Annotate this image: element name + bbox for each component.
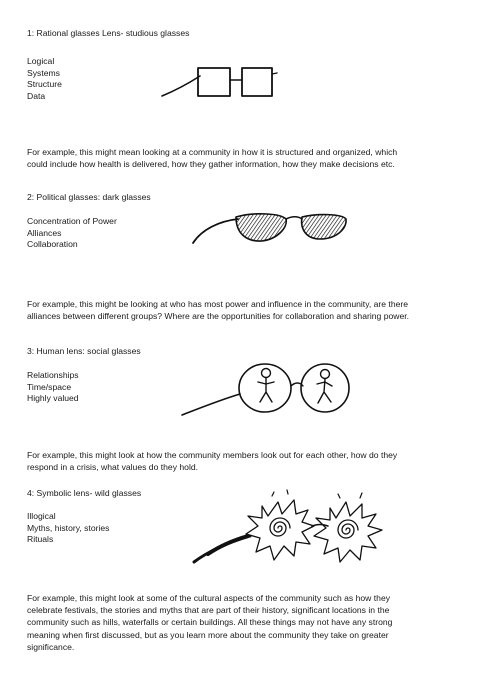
paragraph-line: meaning when first discussed, but as you learn more about the community they take on greater <box>27 629 389 640</box>
section-1-heading: 1: Rational glasses Lens- studious glasses <box>27 28 190 38</box>
paragraph-line: celebrate festivals, the stories and myths that are part of their history, significant locations in the <box>27 605 390 616</box>
section-2-paragraph <box>27 298 467 322</box>
rectangular-glasses-icon <box>160 60 280 110</box>
spiral-glasses-icon <box>190 490 390 580</box>
paragraph-line: For example, this might look at how the community members look out for each other, how do they <box>27 450 398 460</box>
dark-sunglasses-icon <box>190 205 350 255</box>
paragraph-line: For example, this might look at some of the cultural aspects of the community such as how they <box>27 593 391 603</box>
section-2-list <box>27 216 117 251</box>
section-3-list <box>27 370 79 405</box>
paragraph-line: respond in a crisis, what values do they hold. <box>27 462 199 473</box>
list-item: Myths, history, stories <box>27 522 110 533</box>
list-item: Data <box>27 90 46 101</box>
paragraph-line: community such as hills, waterfalls or certain buildings. All these things may not have any strong <box>27 617 393 628</box>
paragraph-line: alliances between different groups? Where are the opportunities for collaboration and sharing power. <box>27 311 410 322</box>
list-item: Time/space <box>27 381 72 392</box>
people-glasses-icon <box>180 360 360 420</box>
section-3-paragraph <box>27 449 467 473</box>
list-item: Relationships <box>27 370 79 380</box>
section-4-paragraph <box>27 592 467 653</box>
paragraph-line: significance. <box>27 641 75 652</box>
section-4-list <box>27 511 109 546</box>
list-item: Alliances <box>27 227 62 238</box>
list-item: Highly valued <box>27 393 79 404</box>
list-item: Collaboration <box>27 239 78 250</box>
list-item: Logical <box>27 56 55 66</box>
paragraph-line: For example, this might mean looking at a community in how it is structured and organized, which <box>27 147 398 157</box>
list-item: Concentration of Power <box>27 216 117 226</box>
section-1-paragraph <box>27 146 467 170</box>
section-2-heading: 2: Political glasses: dark glasses <box>27 192 151 202</box>
section-3-heading: 3: Human lens: social glasses <box>27 346 141 356</box>
list-item: Structure <box>27 79 62 90</box>
paragraph-line: For example, this might be looking at who has most power and influence in the community, are there <box>27 299 409 309</box>
list-item: Rituals <box>27 534 54 545</box>
paragraph-line: could include how health is delivered, how they gather information, how they make decisions etc. <box>27 159 395 170</box>
section-1-list <box>27 56 62 102</box>
list-item: Illogical <box>27 511 56 521</box>
section-4-heading: 4: Symbolic lens- wild glasses <box>27 488 142 498</box>
list-item: Systems <box>27 67 60 78</box>
